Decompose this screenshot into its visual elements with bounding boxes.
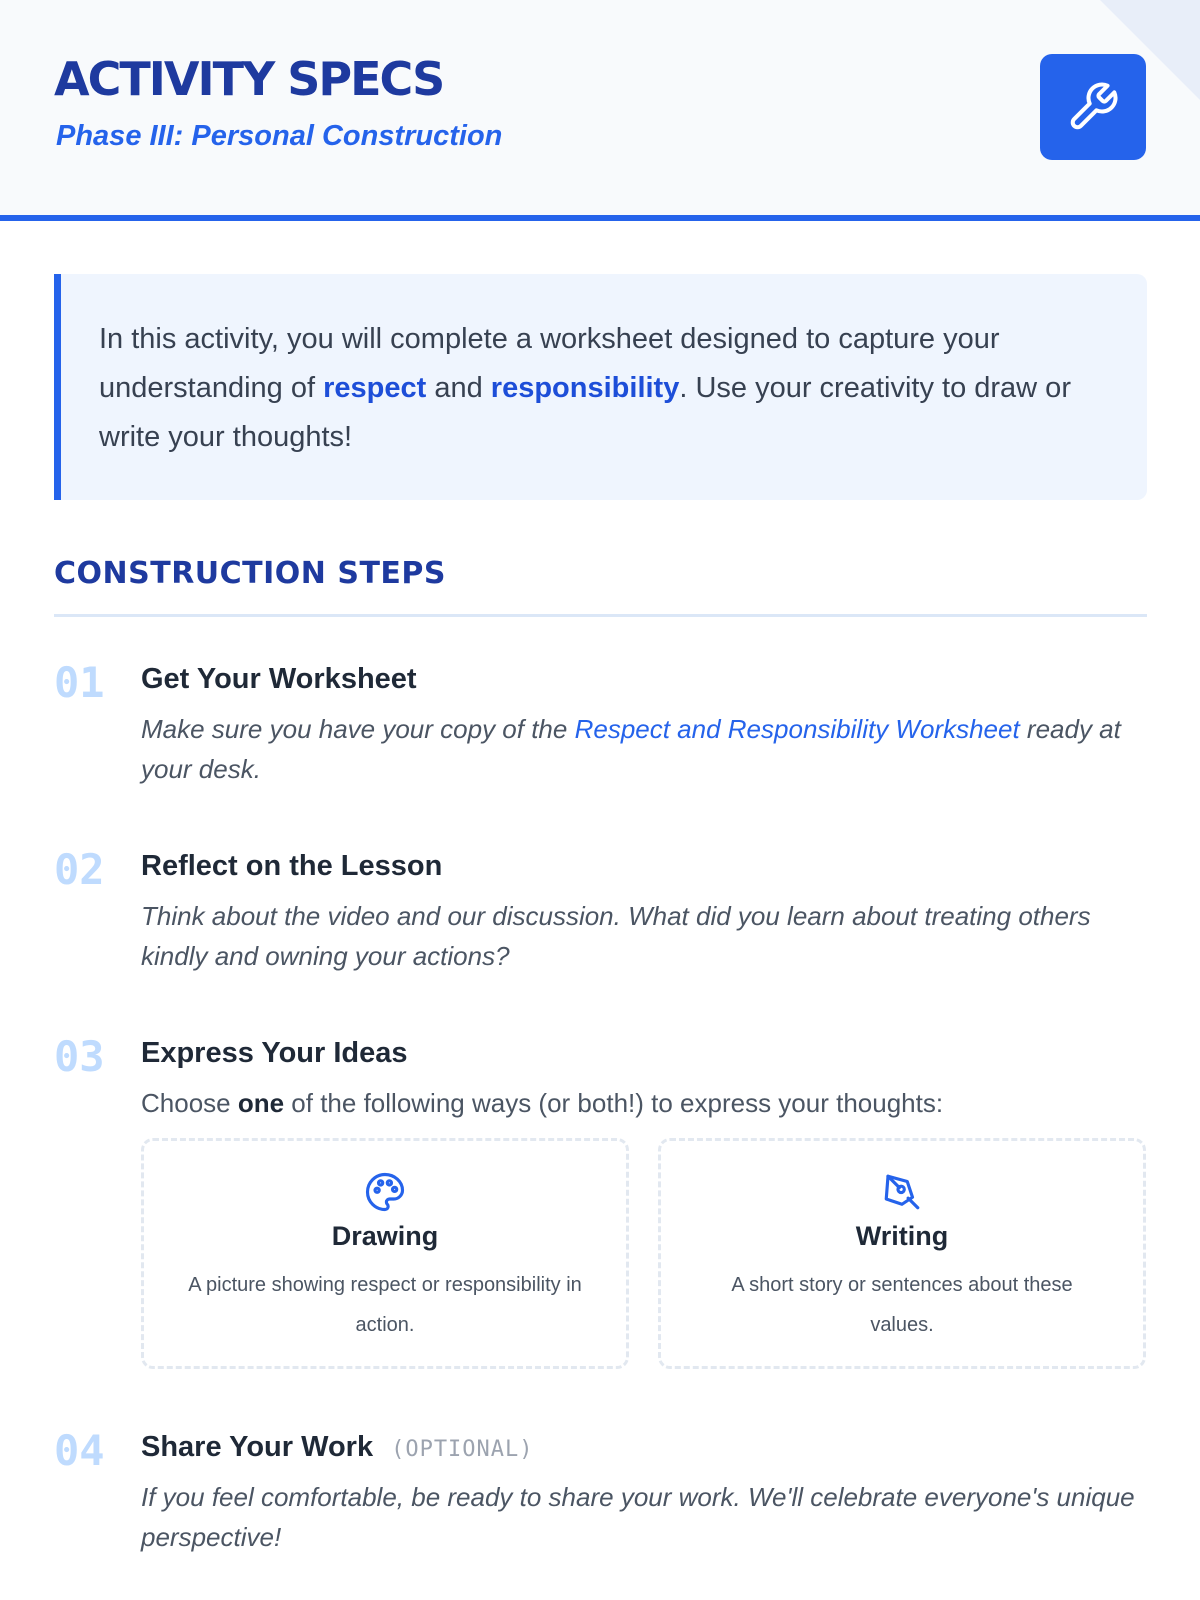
step-number: 04	[54, 1426, 105, 1475]
option-title: Writing	[855, 1221, 949, 1251]
option-card-drawing[interactable]	[141, 1138, 629, 1369]
intro-callout	[54, 274, 1147, 500]
worksheet-link[interactable]: Respect and Responsibility Worksheet	[574, 714, 1020, 744]
optional-tag: (OPTIONAL)	[391, 1437, 534, 1462]
wrench-icon	[1066, 80, 1120, 134]
step-number: 02	[54, 845, 105, 894]
option-title: Drawing	[331, 1221, 439, 1251]
option-description: A short story or sentences about these values.	[731, 1274, 1073, 1336]
page-subtitle: Phase III: Personal Construction	[56, 120, 503, 152]
page-header	[0, 0, 1200, 221]
step-title: Express Your Ideas	[141, 1037, 408, 1069]
step-title: Share Your Work (OPTIONAL)	[141, 1431, 534, 1463]
pen-nib-icon	[881, 1171, 923, 1213]
palette-icon	[364, 1171, 406, 1213]
page-title: ACTIVITY SPECS	[54, 52, 444, 106]
option-card-writing[interactable]	[658, 1138, 1146, 1369]
step-description: Make sure you have your copy of the Respect and Responsibility Worksheet ready at your desk.	[141, 714, 1121, 784]
highlight-respect: respect	[323, 372, 427, 404]
option-description: A picture showing respect or responsibility in action.	[188, 1274, 582, 1336]
step-description: Think about the video and our discussion. What did you learn about treating others kindly and owning your actions?	[141, 901, 1091, 971]
step-title: Get Your Worksheet	[141, 663, 417, 695]
section-divider	[54, 614, 1147, 617]
intro-text: In this activity, you will complete a worksheet designed to capture your understanding of respect and responsibility. Use your creativity to draw or write your thoughts!	[99, 323, 1071, 453]
section-title: CONSTRUCTION STEPS	[54, 556, 447, 591]
tool-badge	[1040, 54, 1146, 160]
step-description: Choose one of the following ways (or both!) to express your thoughts:	[141, 1088, 944, 1118]
step-number: 03	[54, 1032, 105, 1081]
step-title: Reflect on the Lesson	[141, 850, 443, 882]
step-number: 01	[54, 658, 105, 707]
highlight-responsibility: responsibility	[490, 372, 680, 404]
step-description: If you feel comfortable, be ready to share your work. We'll celebrate everyone's unique perspective!	[141, 1482, 1135, 1552]
